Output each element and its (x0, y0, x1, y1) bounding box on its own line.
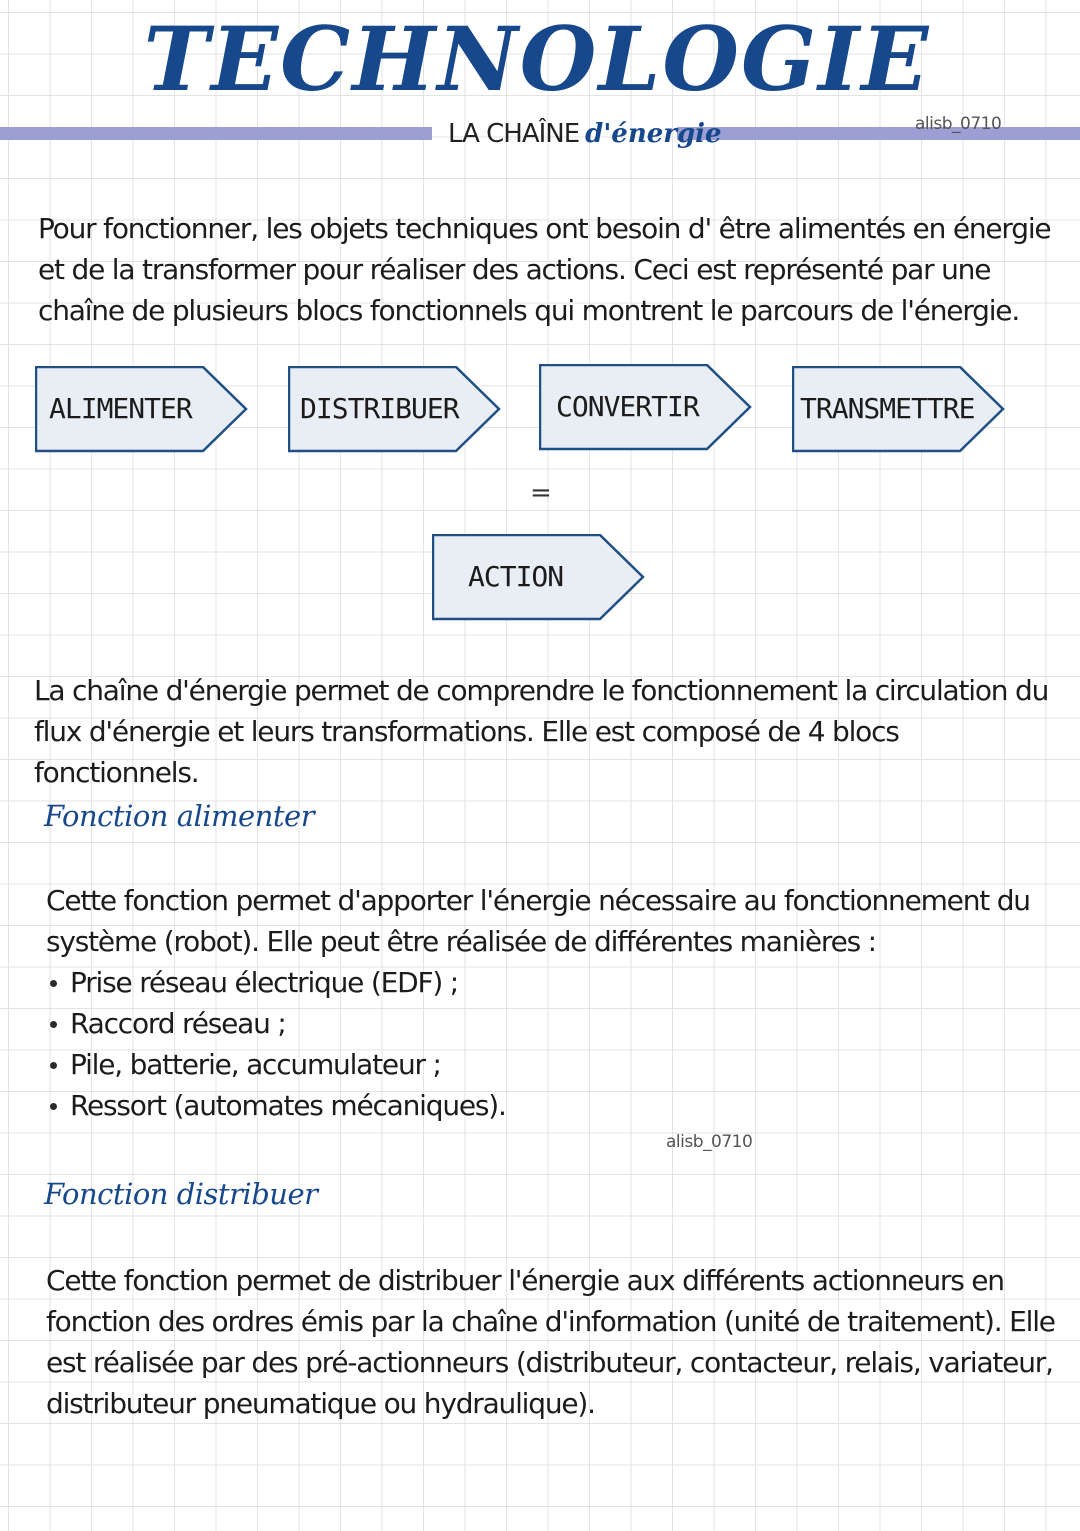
block-label-action: ACTION (468, 560, 564, 593)
chain-paragraph: La chaîne d'énergie permet de comprendre le fonctionnement la circulation du flux d'énergie et leurs transformations. Elle est composé de 4 blocs fonctionnels. (34, 674, 1049, 789)
equals-sign: = (530, 478, 552, 508)
header-divider-left (0, 127, 432, 140)
section-text-distribuer: Cette fonction permet de distribuer l'énergie aux différents actionneurs en fonction des ordres émis par la chaîne d'information (unité de traitement). Elle est réalisée par des pré-actionneurs (distributeur, contacteur, relais, variateur, distributeur pneumatique ou hydraulique). (46, 1264, 1055, 1420)
subtitle-emphasis: d'énergie (585, 119, 722, 149)
list-item: Raccord réseau ; (46, 1003, 1066, 1044)
watermark-middle: alisb_0710 (666, 1132, 753, 1152)
page-title: TECHNOLOGIE (143, 7, 931, 111)
block-distribuer (288, 366, 500, 456)
section-heading-alimenter: Fonction alimenter (44, 799, 315, 833)
section-text-alimenter: Cette fonction permet d'apporter l'énergie nécessaire au fonctionnement du système (robot). Elle peut être réalisée de différentes manières : (46, 884, 1030, 958)
bullet-list (46, 962, 1066, 1126)
block-action (432, 534, 644, 624)
intro-paragraph: Pour fonctionner, les objets techniques ont besoin d' être alimentés en énergie et de la transformer pour réaliser des actions. Ceci est représenté par une chaîne de plusieurs blocs fonctionnels qui montrent le parcours de l'énergie. (38, 212, 1051, 327)
section-heading-distribuer: Fonction distribuer (44, 1177, 318, 1211)
list-item: Pile, batterie, accumulateur ; (46, 1044, 1066, 1085)
subtitle-plain: LA CHAÎNE (448, 119, 580, 149)
block-transmettre (792, 366, 1004, 456)
block-alimenter (35, 366, 247, 456)
header-divider-right (677, 127, 1080, 140)
list-item: Prise réseau électrique (EDF) ; (46, 962, 1066, 1003)
block-label-transmettre: TRANSMETTRE (800, 392, 975, 425)
block-convertir (539, 364, 751, 454)
block-label-alimenter: ALIMENTER (49, 392, 192, 425)
block-label-convertir: CONVERTIR (556, 390, 699, 423)
page-subtitle (448, 118, 722, 150)
section-body-alimenter (46, 880, 1066, 1126)
list-item: Ressort (automates mécaniques). (46, 1085, 1066, 1126)
block-label-distribuer: DISTRIBUER (300, 392, 459, 425)
watermark-top: alisb_0710 (915, 114, 1002, 134)
